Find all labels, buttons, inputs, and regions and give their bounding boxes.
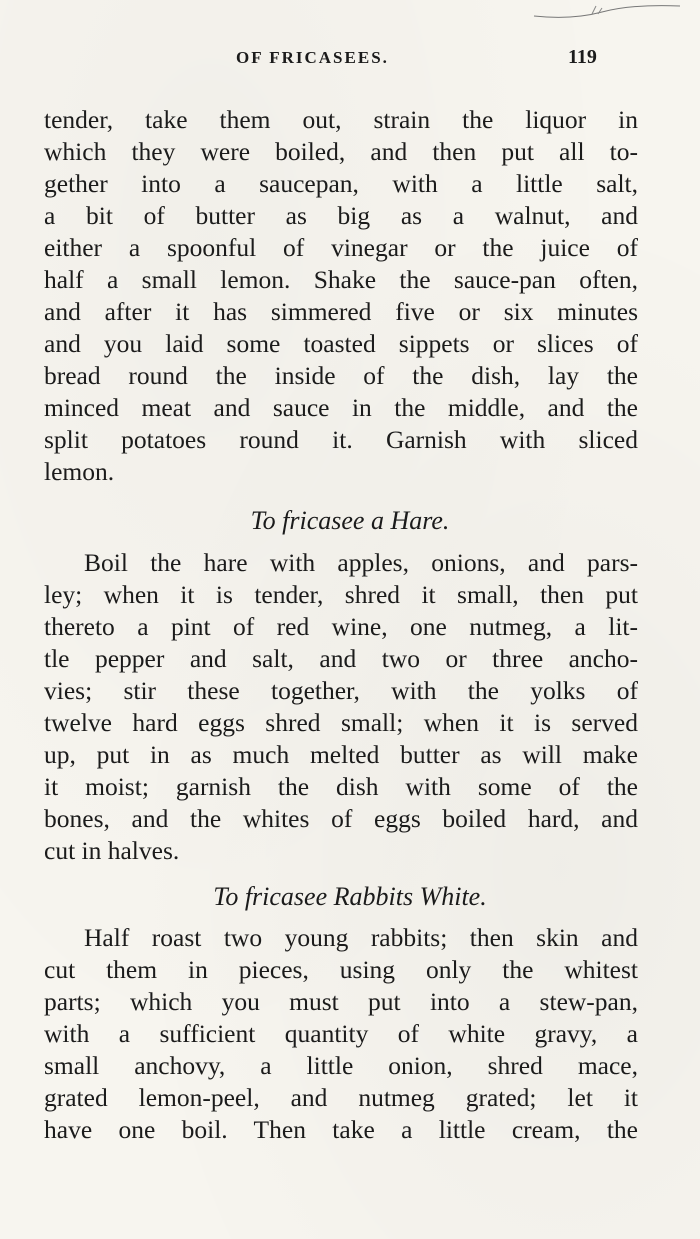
text-line: up, put in as much melted butter as will make (44, 740, 638, 769)
text-line: vies; stir these together, with the yolks of (44, 676, 638, 705)
text-line: bones, and the whites of eggs boiled hard, and (44, 804, 638, 833)
text-line: a bit of butter as big as a walnut, and (44, 201, 638, 230)
text-line: and after it has simmered five or six minutes (44, 297, 638, 326)
running-head (0, 48, 700, 78)
text-line: cut in halves. (44, 836, 180, 865)
text-line: minced meat and sauce in the middle, and the (44, 393, 638, 422)
text-line: split potatoes round it. Garnish with sliced (44, 425, 638, 454)
text-line: grated lemon-peel, and nutmeg grated; let it (44, 1083, 638, 1112)
page-number: 119 (568, 46, 597, 68)
page-corner-pencil-mark (532, 2, 682, 22)
text-line: twelve hard eggs shred small; when it is served (44, 708, 638, 737)
text-line: thereto a pint of red wine, one nutmeg, a lit- (44, 612, 638, 641)
text-line: gether into a saucepan, with a little salt, (44, 169, 638, 198)
text-line: tender, take them out, strain the liquor in (44, 105, 638, 134)
text-line: Boil the hare with apples, onions, and pars- (84, 548, 638, 577)
text-line: small anchovy, a little onion, shred mace, (44, 1051, 638, 1080)
text-line: which they were boiled, and then put all to- (44, 137, 638, 166)
text-line: tle pepper and salt, and two or three ancho- (44, 644, 638, 673)
text-line: parts; which you must put into a stew-pan, (44, 987, 638, 1016)
text-line: half a small lemon. Shake the sauce-pan often, (44, 265, 638, 294)
text-line: lemon. (44, 457, 115, 486)
recipe-hare-body (44, 547, 638, 867)
text-line: ley; when it is tender, shred it small, then put (44, 580, 638, 609)
recipe-heading-rabbits: To fricasee Rabbits White. (213, 882, 487, 911)
paragraph-continued (44, 104, 638, 488)
recipe-rabbits-body (44, 922, 638, 1146)
text-line: either a spoonful of vinegar or the juice of (44, 233, 638, 262)
text-line: bread round the inside of the dish, lay the (44, 361, 638, 390)
text-line: and you laid some toasted sippets or slices of (44, 329, 638, 358)
text-line: have one boil. Then take a little cream, the (44, 1115, 638, 1144)
text-line: it moist; garnish the dish with some of the (44, 772, 638, 801)
running-title: OF FRICASEES. (236, 48, 389, 67)
recipe-heading-hare: To fricasee a Hare. (250, 506, 450, 535)
text-line: Half roast two young rabbits; then skin and (84, 923, 638, 952)
text-line: cut them in pieces, using only the whitest (44, 955, 638, 984)
text-line: with a sufficient quantity of white gravy, a (44, 1019, 638, 1048)
